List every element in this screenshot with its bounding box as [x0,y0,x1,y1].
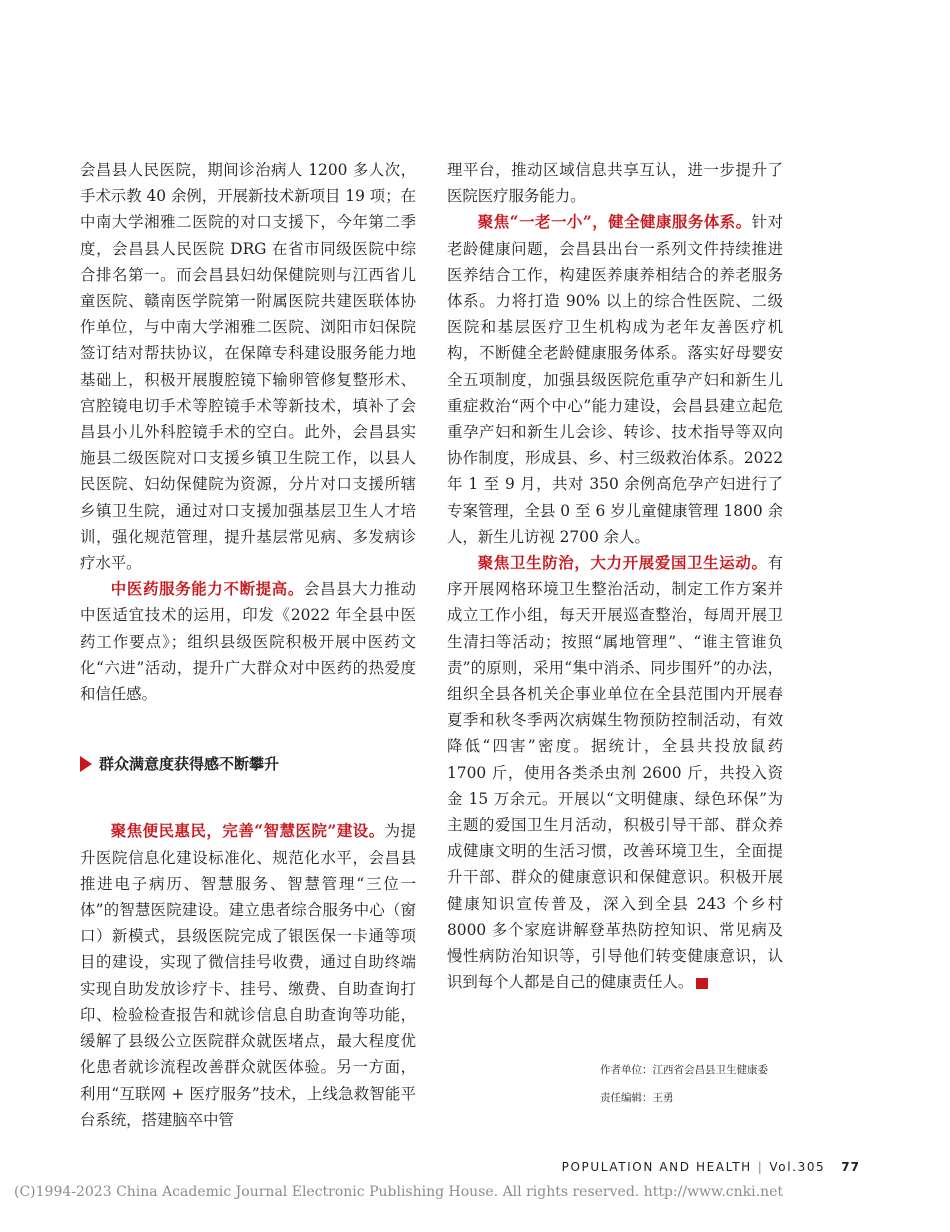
paragraph-tcm [80,576,416,707]
page-number: 77 [841,1160,860,1174]
lead-heading: 聚焦便民惠民，完善“智慧医院”建设。 [110,822,385,841]
section-title: 群众满意度获得感不断攀升 [99,755,280,774]
paragraph-body: 会昌县大力推动中医适宜技术的运用，印发《2022 年全县中医药工作要点》；组织县级医院积极开展中医药文化“六进”活动，提升广大群众对中医药的热爱度和信任感。 [80,580,416,704]
section-heading [80,751,416,777]
lead-heading: 聚焦“一老一小”，健全健康服务体系。 [477,213,752,232]
author-affiliation: 作者单位：江西省会昌县卫生健康委 [600,1064,768,1076]
editor-credit: 责任编辑：王勇 [600,1092,674,1104]
paragraph-body: 针对老龄健康问题，会昌县出台一系列文件持续推进医养结合工作，构建医养康养相结合的养老服务体系。力将打造 90% 以上的综合性医院、二级医院和基层医疗卫生机构成为老年友善医疗机构，不断健全老龄健康服务体系。落实好母婴安全五项制度，加强县级医院危重孕产妇和新生儿重症救治“两个中心”能力建设，会昌县建立起危重孕产妇和新生儿会诊、转诊、技术指导等双向协作制度，形成县、乡、村三级救治体系。2022 年 1 至 9 月，共对 350 余例高危孕产妇进行了专案管理，全县 0 至 6 岁儿童健康管理 1800 余人，新生儿访视 2700 余人。 [447,213,783,546]
end-mark-icon: P [696,978,708,989]
paragraph-continued: 理平台，推动区域信息共享互认，进一步提升了医院医疗服务能力。 [447,161,783,206]
journal-name: POPULATION AND HEALTH [561,1160,752,1174]
copyright-watermark: (C)1994-2023 China Academic Journal Electronic Publishing House. All rights reserved. http://www.cnki.net [14,1184,784,1200]
left-column [80,157,416,1133]
paragraph-body: 为提升医院信息化建设标准化、规范化水平，会昌县推进电子病历、智慧服务、智慧管理“三位一体”的智慧医院建设。建立患者综合服务中心（窗口）新模式，县级医院完成了银医保一卡通等项目的建设，实现了微信挂号收费，通过自助终端实现自助发放诊疗卡、挂号、缴费、自助查询打印、检验检查报告和就诊信息自助查询等功能，缓解了县级公立医院群众就医堵点，最大程度优化患者就诊流程改善群众就医体验。另一方面，利用“互联网 + 医疗服务”技术，上线急救智能平台系统，搭建脑卒中管 [80,822,416,1129]
paragraph-elderly-child [447,209,783,550]
lead-heading: 聚焦卫生防治，大力开展爱国卫生运动。 [477,554,768,573]
lead-heading: 中医药服务能力不断提高。 [110,580,304,599]
volume-number: Vol.305 [769,1160,826,1174]
footer-separator: | [757,1160,764,1174]
paragraph-smart-hospital [80,818,416,1132]
paragraph-body: 有序开展网格环境卫生整治活动，制定工作方案并成立工作小组，每天开展巡查整治，每周开展卫生清扫等活动；按照“属地管理”、“谁主管谁负责”的原则，采用“集中消杀、同步围歼”的办法，组织全县各机关企事业单位在全县范围内开展春夏季和秋冬季两次病媒生物预防控制活动，有效降低“四害”密度。据统计，全县共投放鼠药 1700 斤，使用各类杀虫剂 2600 斤，共投入资金 15 万余元。开展以“文明健康、绿色环保”为主题的爱国卫生月活动，积极引导干部、群众养成健康文明的生活习惯，改善环境卫生，全面提升干部、群众的健康意识和保健意识。积极开展健康知识宣传普及，深入到全县 243 个乡村 8000 多个家庭讲解登革热防控知识、常见病及慢性病防治知识等，引导他们转变健康意识，认识到每个人都是自己的健康责任人。 [447,554,783,992]
triangle-bullet-icon [80,756,92,772]
right-column [447,157,783,996]
paragraph-hygiene [447,550,783,995]
paragraph-continued: 会昌县人民医院，期间诊治病人 1200 多人次，手术示教 40 余例，开展新技术新项目 19 项；在中南大学湘雅二医院的对口支援下，今年第二季度，会昌县人民医院 DRG 在省市同级医院中综合排名第一。而会昌县妇幼保健院则与江西省儿童医院、赣南医学院第一附属医院共建医联体协作单位，与中南大学湘雅二医院、浏阳市妇保院签订结对帮扶协议，在保障专科建设服务能力地基础上，积极开展腹腔镜下输卵管修复整形术、宫腔镜电切手术等腔镜手术等新技术，填补了会昌县小儿外科腔镜手术的空白。此外，会昌县实施县二级医院对口支援乡镇卫生院工作，以县人民医院、妇幼保健院为资源，分片对口支援所辖乡镇卫生院，通过对口支援加强基层卫生人才培训，强化规范管理，提升基层常见病、多发病诊疗水平。 [80,161,416,573]
page-footer [562,1160,860,1174]
